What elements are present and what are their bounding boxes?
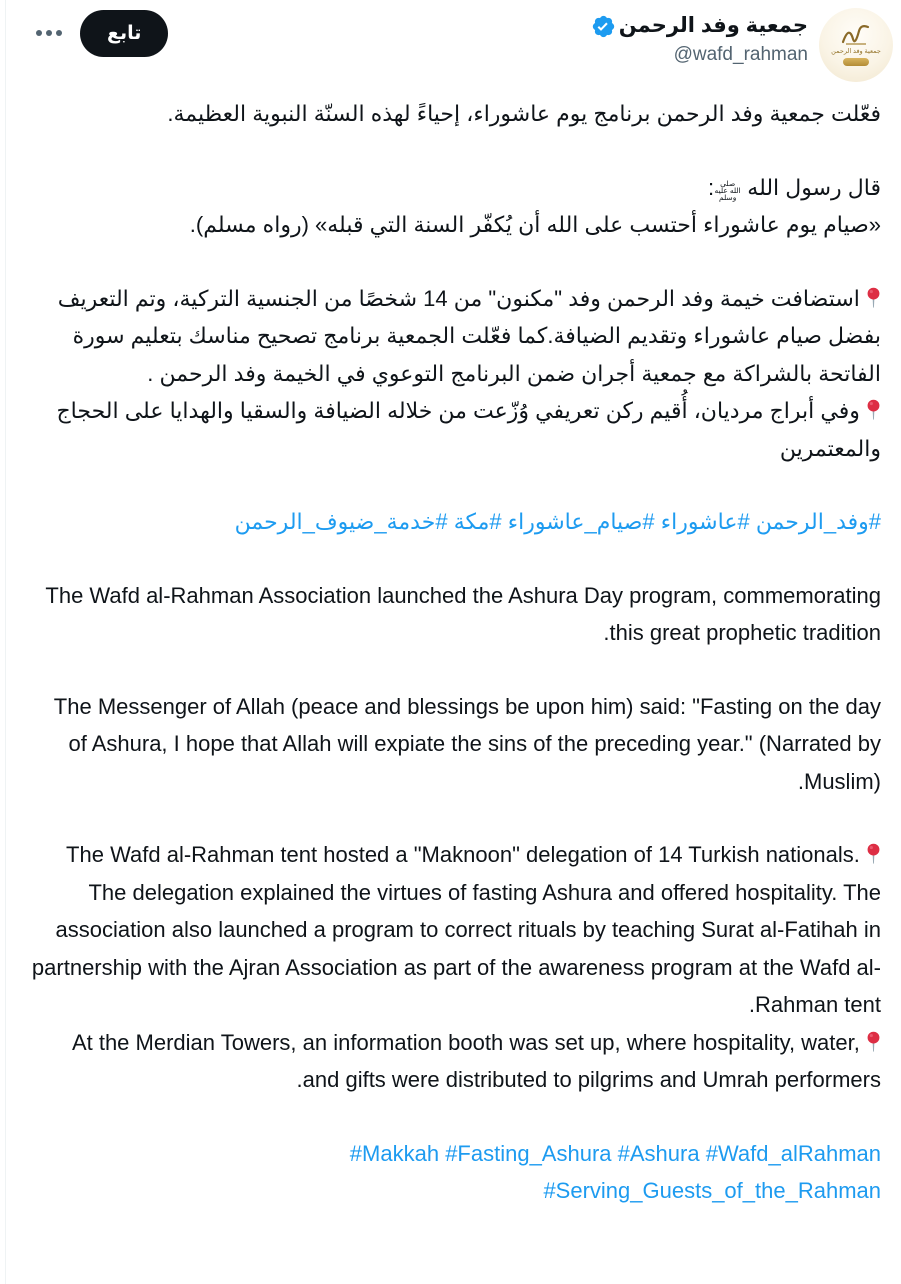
header-controls [30,8,168,58]
round-pushpin-icon [866,287,881,309]
avatar-logo-pill [843,58,869,66]
hashtag-line [30,1135,881,1210]
user-block [591,8,893,82]
tweet-paragraph: استضافت خيمة وفد الرحمن وفد "مكنون" من 14 شخصًا من الجنسية التركية، وتم التعريف بفضل صيام عاشوراء وتقديم الضيافة.كما فعّلت الجمعية برنامج تصحيح مناسك بتعليم سورة الفاتحة بالشراكة مع جمعية أجران ضمن البرنامج التوعوي في الخيمة وفد الرحمن . وفي أبراج مرديان، أُقيم ركن تعريفي وُزّعت من خلاله الضيافة والسقيا والهدايا على الحجاج والمعتمرين [56,285,881,461]
tweet-text [30,95,893,1210]
avatar-calligraphy-icon [840,24,872,46]
round-pushpin-icon [866,399,881,421]
avatar[interactable] [819,8,893,82]
more-options-icon[interactable] [30,24,68,42]
round-pushpin-icon [866,1031,881,1053]
tweet-card [5,0,901,1284]
round-pushpin-icon [866,843,881,865]
hashtag-link[interactable]: #عاشوراء [660,509,750,534]
tweet-paragraph: فعّلت جمعية وفد الرحمن برنامج يوم عاشوراء، إحياءً لهذه السنّة النبوية العظيمة. [167,101,881,126]
user-handle: @wafd_rahman [673,44,808,65]
tweet-paragraph: The Wafd al-Rahman Association launched the Ashura Day program, commemorating this great prophetic tradition. [45,582,881,645]
avatar-logo-text: جمعية وفد الرحمن [831,48,881,55]
tweet-paragraph: The Messenger of Allah (peace and blessings be upon him) said: "Fasting on the day of Ashura, I hope that Allah will expiate the sins of the preceding year." (Narrated by Muslim). [53,693,881,794]
hashtag-link[interactable]: #خدمة_ضيوف_الرحمن [234,509,448,534]
tweet-paragraph: قال رسول الله صلى الله عليه وسلم: «صيام يوم عاشوراء أحتسب على الله أن يُكفّر السنة التي قبله» (رواه مسلم). [189,174,881,237]
tweet-paragraph: The Wafd al-Rahman tent hosted a "Maknoon" delegation of 14 Turkish nationals. The delegation explained the virtues of fasting Ashura and offered hospitality. The association also launched a program to correct rituals by teaching Surat al-Fatihah in partnership with the Ajran Association as part of the awareness program at the Wafd al-Rahman tent. At the Merdian Towers, an information booth was set up, where hospitality, water, and gifts were distributed to pilgrims and Umrah performers. [31,842,881,1092]
hashtag-link[interactable]: #صيام_عاشوراء [507,509,655,534]
hashtag-link[interactable]: #Fasting_Ashura [445,1140,612,1166]
hashtag-link[interactable]: #Serving_Guests_of_the_Rahman [543,1178,881,1203]
user-info[interactable] [591,8,808,67]
name-line [591,13,808,39]
hashtag-link[interactable]: #Makkah [349,1140,440,1166]
sallallahu-alayhi-wasallam-glyph: صلى الله عليه وسلم [714,178,741,202]
hashtag-link[interactable]: #مكة [453,509,502,534]
more-dot [56,30,62,36]
follow-button[interactable]: تابع [80,10,168,57]
hashtag-line [30,503,881,541]
hashtag-link[interactable]: #Ashura [617,1140,700,1166]
display-name: جمعية وفد الرحمن [618,14,808,37]
hashtag-link[interactable]: #Wafd_alRahman [705,1140,881,1166]
more-dot [46,30,52,36]
more-dot [36,30,42,36]
verified-badge-icon [591,14,616,39]
hashtag-link[interactable]: #وفد_الرحمن [755,509,881,534]
tweet-header [30,8,893,82]
